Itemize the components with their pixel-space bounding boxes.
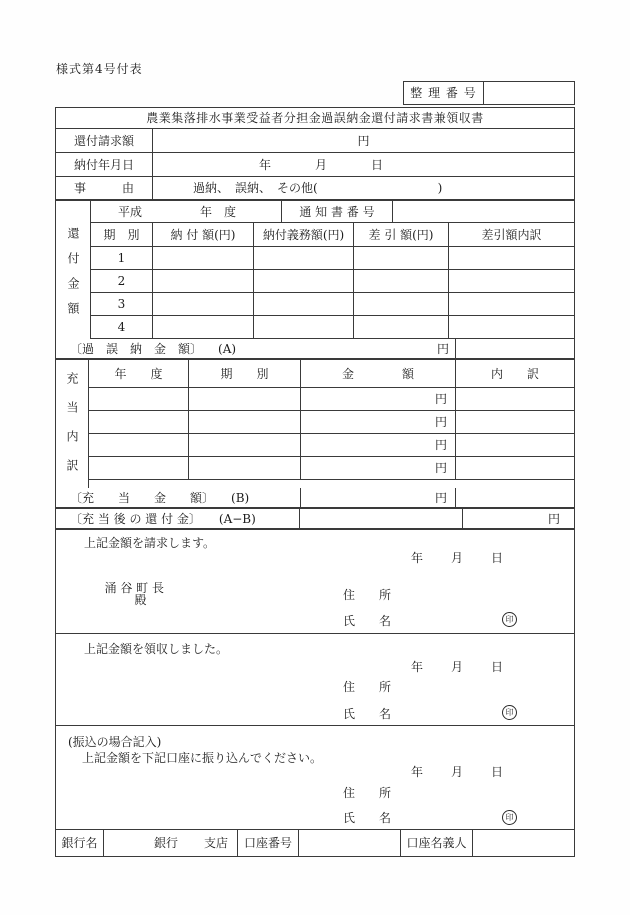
- obligation-amount-cell: [254, 293, 354, 315]
- receipt-date: [411, 661, 503, 673]
- period-cell: [189, 457, 301, 479]
- difference-detail-cell: [449, 270, 574, 292]
- amount-cell: [301, 457, 456, 479]
- seal-icon: [502, 705, 517, 720]
- account-number-label: 口座番号: [238, 830, 299, 856]
- allocation-subtotal-label-cell: [56, 488, 301, 507]
- col-header-paid-amount: 納 付 額(円): [153, 223, 254, 246]
- addressee-line: [74, 570, 164, 618]
- difference-cell: [354, 293, 449, 315]
- month-unit: 月: [451, 660, 464, 674]
- bank-name-label: 銀行名: [56, 830, 104, 856]
- transfer-date: [411, 766, 503, 778]
- name-label: 氏 名: [343, 614, 392, 628]
- reason-options: 過納、 誤納、 その他( ): [193, 181, 443, 195]
- paid-amount-cell: [153, 247, 254, 269]
- seal-character: 印: [505, 812, 514, 822]
- yen-unit: 円: [357, 133, 370, 148]
- obligation-amount-cell: [254, 270, 354, 292]
- fiscal-year-cell: [91, 201, 282, 222]
- allocation-subtotal-amount-cell: [301, 488, 456, 507]
- allocation-row-4: [89, 457, 574, 480]
- net-refund-amount-cell: [300, 509, 463, 528]
- allocation-row-3: [89, 434, 574, 457]
- net-refund-label-cell: [56, 509, 300, 528]
- period-cell: [189, 388, 301, 410]
- form-table: [55, 107, 575, 857]
- net-refund-row: [56, 509, 574, 530]
- request-statement: 上記金額を請求します。: [84, 536, 216, 550]
- col-header-amount: 金 額: [301, 360, 456, 387]
- name-label: 氏 名: [343, 811, 392, 825]
- seal-icon: [502, 612, 517, 627]
- year-unit: 年: [411, 660, 424, 674]
- allocation-header-row: [89, 360, 574, 388]
- net-refund-yen-cell: [463, 509, 574, 528]
- year-unit: 年: [259, 157, 272, 172]
- period-cell: [189, 434, 301, 456]
- form-title: 農業集落排水事業受益者分担金過誤納金還付請求書兼領収書: [56, 108, 574, 129]
- refund-amount-table: [56, 201, 574, 339]
- obligation-amount-cell: [254, 316, 354, 338]
- honorific: 殿: [134, 593, 147, 607]
- reason-row: [56, 177, 574, 201]
- period-cell: [189, 411, 301, 433]
- col-header-year: 年 度: [89, 360, 189, 387]
- detail-cell: [456, 457, 574, 479]
- period-number: 2: [91, 270, 153, 292]
- allocation-subtotal-row: [56, 488, 574, 509]
- period-number: 1: [91, 247, 153, 269]
- col-header-obligation-amount: 納付義務額(円): [254, 223, 354, 246]
- addressee: 涌 谷 町 長: [104, 581, 164, 595]
- obligation-amount-cell: [254, 247, 354, 269]
- refund-request-amount-row: [56, 129, 574, 153]
- bank-account-row: [56, 830, 574, 856]
- address-label: 住 所: [343, 786, 392, 800]
- difference-detail-cell: [449, 293, 574, 315]
- reference-number-value-cell: [484, 82, 574, 104]
- form-code: 様式第4号付表: [56, 62, 143, 76]
- allocation-subtotal-code: (B): [231, 490, 250, 505]
- reason-label: 事 由: [56, 177, 153, 199]
- seal-character: 印: [505, 707, 514, 717]
- transfer-note: (振込の場合記入): [68, 735, 162, 749]
- reference-number-label: 整 理 番 号: [404, 82, 484, 104]
- net-refund-code: (A−B): [218, 511, 256, 526]
- receipt-statement: 上記金額を領収しました。: [84, 642, 229, 656]
- seal-icon: [502, 810, 517, 825]
- year-cell: [89, 434, 189, 456]
- day-unit: 日: [491, 660, 504, 674]
- allocation-row-2: [89, 411, 574, 434]
- request-date: [411, 552, 503, 564]
- month-unit: 月: [315, 157, 328, 172]
- year-unit: 年: [411, 765, 424, 779]
- yen-unit: 円: [547, 511, 560, 526]
- refund-period-row-3: [91, 293, 574, 316]
- branch-suffix: 支店: [204, 836, 229, 850]
- month-unit: 月: [451, 765, 464, 779]
- overpayment-total-row: [56, 339, 574, 360]
- allocation-subtotal-label: 〔充 当 金 額〕: [70, 490, 215, 505]
- allocation-subtotal-detail-cell: [456, 488, 574, 507]
- period-number: 3: [91, 293, 153, 315]
- day-unit: 日: [371, 157, 384, 172]
- detail-cell: [456, 388, 574, 410]
- yen-unit: 円: [436, 341, 449, 356]
- notice-number-value-cell: [393, 201, 574, 222]
- overpayment-detail-cell: [456, 339, 574, 358]
- amount-cell: [301, 434, 456, 456]
- bank-name-cell: [104, 830, 238, 856]
- transfer-section: [56, 726, 574, 830]
- yen-unit: 円: [434, 438, 447, 452]
- col-header-difference-detail: 差引額内訳: [481, 227, 542, 242]
- refund-request-amount-label: 還付請求額: [56, 129, 153, 152]
- notice-number-label: 通 知 書 番 号: [282, 201, 393, 222]
- reference-number-box: [403, 81, 575, 105]
- era-label: 平成: [118, 204, 143, 219]
- address-label: 住 所: [343, 680, 392, 694]
- fiscal-year-row: [91, 201, 574, 223]
- overpayment-total-code: (A): [218, 341, 237, 356]
- payment-date-row: [56, 153, 574, 177]
- allocation-row-1: [89, 388, 574, 411]
- year-cell: [89, 388, 189, 410]
- day-unit: 日: [491, 765, 504, 779]
- payment-date-label: 納付年月日: [56, 153, 153, 176]
- col-header-period: 期 別: [189, 360, 301, 387]
- col-header-period: 期 別: [91, 223, 153, 246]
- yen-unit: 円: [434, 415, 447, 429]
- difference-cell: [354, 270, 449, 292]
- refund-table-header-row: [91, 223, 574, 247]
- yen-unit: 円: [434, 392, 447, 406]
- detail-cell: [456, 434, 574, 456]
- yen-unit: 円: [434, 461, 447, 475]
- year-unit: 年: [411, 551, 424, 565]
- account-holder-cell: [473, 830, 574, 856]
- day-unit: 日: [491, 551, 504, 565]
- amount-cell: [301, 388, 456, 410]
- refund-period-row-1: [91, 247, 574, 270]
- difference-detail-cell: [449, 316, 574, 338]
- difference-cell: [354, 316, 449, 338]
- refund-amount-vertical-label: [56, 201, 91, 339]
- overpayment-total-cell: [56, 339, 456, 358]
- year-cell: [89, 457, 189, 479]
- net-refund-label: 〔充 当 後 の 還 付 金〕: [70, 511, 201, 526]
- overpayment-total-label: 〔過 誤 納 金 額〕: [70, 341, 203, 356]
- payment-date-cell: [153, 153, 574, 176]
- month-unit: 月: [451, 551, 464, 565]
- refund-period-row-4: [91, 316, 574, 339]
- yen-unit: 円: [434, 490, 447, 505]
- bank-suffix: 銀行: [154, 836, 179, 850]
- account-holder-label: 口座名義人: [401, 830, 473, 856]
- amount-cell: [301, 411, 456, 433]
- name-label: 氏 名: [343, 707, 392, 721]
- seal-character: 印: [505, 614, 514, 624]
- era-year-label: 年 度: [200, 204, 237, 219]
- year-cell: [89, 411, 189, 433]
- paid-amount-cell: [153, 293, 254, 315]
- account-number-cell: [299, 830, 401, 856]
- col-header-detail: 内 訳: [490, 366, 539, 381]
- allocation-vertical-label-text: 充当内訳: [65, 372, 79, 488]
- refund-period-row-2: [91, 270, 574, 293]
- detail-cell: [456, 411, 574, 433]
- address-label: 住 所: [343, 588, 392, 602]
- col-header-difference: 差 引 額(円): [354, 223, 449, 246]
- refund-request-amount-cell: [153, 129, 574, 152]
- paid-amount-cell: [153, 270, 254, 292]
- difference-cell: [354, 247, 449, 269]
- receipt-section: [56, 634, 574, 726]
- period-number: 4: [91, 316, 153, 338]
- transfer-statement: 上記金額を下記口座に振り込んでください。: [82, 751, 323, 765]
- paid-amount-cell: [153, 316, 254, 338]
- allocation-vertical-label: [56, 360, 89, 488]
- request-section: [56, 530, 574, 634]
- refund-amount-vertical-label-text: 還付金額: [66, 227, 80, 327]
- allocation-table: [56, 360, 574, 488]
- difference-detail-cell: [449, 247, 574, 269]
